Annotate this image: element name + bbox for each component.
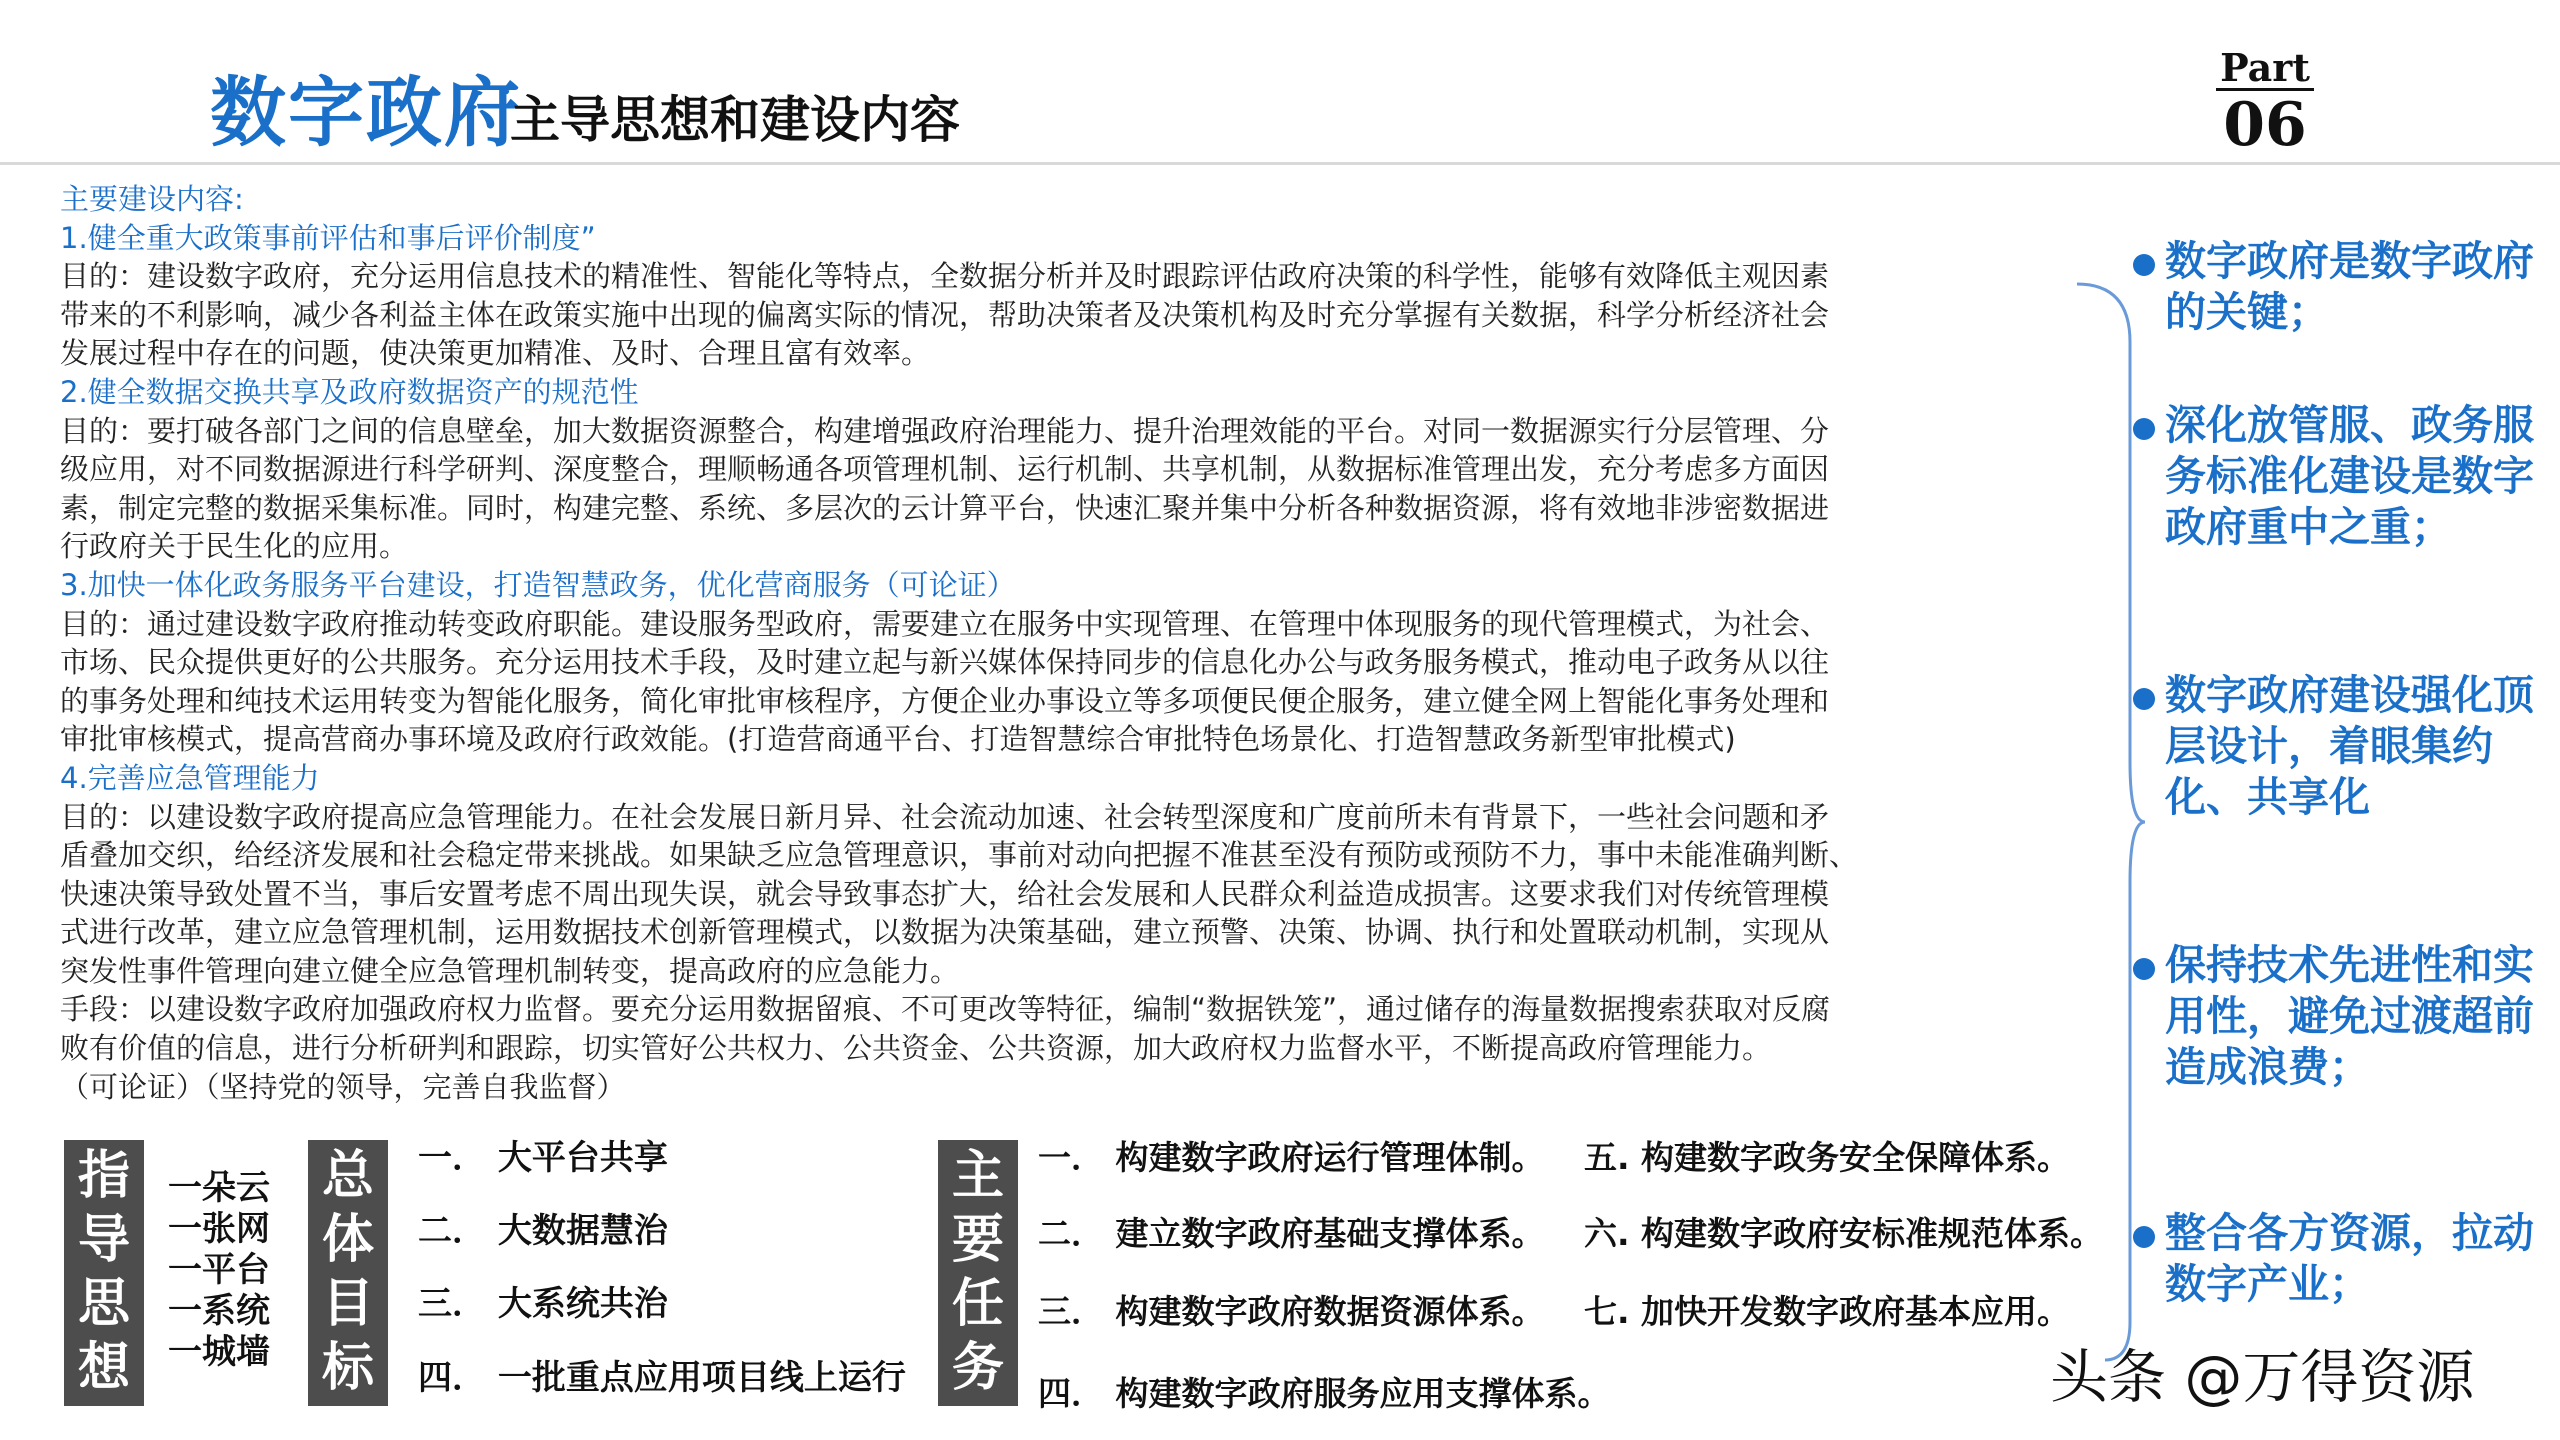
goal-label-char: 目	[321, 1274, 374, 1334]
guiding-label-char: 导	[77, 1210, 130, 1270]
guiding-slogans	[168, 1168, 270, 1373]
body-line: 市场、民众提供更好的公共服务。充分运用技术手段，及时建立起与新兴媒体保持同步的信息化办公与政务服务模式，推动电子政务从以往	[60, 645, 1830, 680]
right-bracket	[2075, 282, 2145, 1362]
bullet-icon	[2133, 418, 2155, 440]
body-line: 目的：通过建设数字政府推动转变政府职能。建设服务型政府，需要建立在服务中实现管理、在管理中体现服务的现代管理模式，为社会、	[60, 606, 1830, 641]
guiding-label-char: 思	[77, 1274, 130, 1334]
goal-label-char: 总	[321, 1146, 374, 1206]
task-item: 一． 构建数字政府运行管理体制。	[1038, 1138, 1545, 1177]
section-heading-line: 3.加快一体化政务服务平台建设，打造智慧政务，优化营商服务（可论证）	[60, 567, 1016, 602]
body-line: 审批审核模式，提高营商办事环境及政府行政效能。(打造营商通平台、打造智慧综合审批特色场景化、打造智慧政务新型审批模式)	[60, 722, 1736, 757]
slogan-item: 一系统	[168, 1291, 270, 1331]
task-item: 五. 构建数字政务安全保障体系。	[1584, 1138, 2071, 1177]
body-line: 的事务处理和纯技术运用转变为智能化服务，简化审批审核程序，方便企业办事设立等多项便民便企服务，建立健全网上智能化事务处理和	[60, 683, 1830, 718]
body-line: （可论证）（坚持党的领导，完善自我监督）	[60, 1069, 626, 1104]
body-line: 级应用，对不同数据源进行科学研判、深度整合，理顺畅通各项管理机制、运行机制、共享机制，从数据标准管理出发，充分考虑多方面因	[60, 452, 1830, 487]
task-item: 四． 构建数字政府服务应用支撑体系。	[1038, 1374, 1611, 1413]
task-item: 三． 构建数字政府数据资源体系。	[1038, 1292, 1545, 1331]
body-line: 素，制定完整的数据采集标准。同时，构建完整、系统、多层次的云计算平台，快速汇聚并集中分析各种数据资源，将有效地非涉密数据进	[60, 490, 1830, 525]
body-line: 手段：以建设数字政府加强政府权力监督。要充分运用数据留痕、不可更改等特征，编制“数据铁笼”，通过储存的海量数据搜索获取对反腐	[60, 992, 1831, 1027]
bullet-icon	[2133, 254, 2155, 276]
slogan-item: 一张网	[168, 1209, 270, 1249]
guiding-label-char: 想	[77, 1338, 130, 1398]
body-line: 突发性事件管理向建立健全应急管理机制转变，提高政府的应急能力。	[60, 953, 960, 988]
section-heading-line: 主要建设内容:	[60, 182, 244, 216]
tasks-label-char: 任	[951, 1274, 1004, 1334]
task-item: 二． 建立数字政府基础支撑体系。	[1038, 1214, 1545, 1253]
body-line: 目的：以建设数字政府提高应急管理能力。在社会发展日新月异、社会流动加速、社会转型深度和广度前所未有背景下，一些社会问题和矛	[60, 799, 1830, 834]
key-point-text: 深化放管服、政务服务标准化建设是数字政府重中之重；	[2165, 401, 2534, 551]
main-tasks-label	[938, 1140, 1018, 1406]
body-line: 带来的不利影响，减少各利益主体在政策实施中出现的偏离实际的情况，帮助决策者及决策机构及时充分掌握有关数据，科学分析经济社会	[60, 297, 1830, 332]
tasks-label-char: 主	[951, 1146, 1004, 1206]
key-point	[2165, 400, 2545, 553]
header-divider	[0, 162, 2560, 165]
section-heading-line: 2.健全数据交换共享及政府数据资产的规范性	[60, 374, 639, 409]
task-item: 六. 构建数字政府安标准规范体系。	[1584, 1214, 2104, 1253]
key-point	[2165, 940, 2545, 1093]
body-line: 盾叠加交织，给经济发展和社会稳定带来挑战。如果缺乏应急管理意识，事前对动向把握不准甚至没有预防或预防不力，事中未能准确判断、	[60, 838, 1859, 873]
bullet-icon	[2133, 1226, 2155, 1248]
body-line: 目的：建设数字政府，充分运用信息技术的精准性、智能化等特点，全数据分析并及时跟踪评估政府决策的科学性，能够有效降低主观因素	[60, 259, 1830, 294]
part-number: 06	[2223, 90, 2307, 160]
key-point-text: 数字政府是数字政府的关键；	[2165, 237, 2534, 336]
section-heading-line: 1.健全重大政策事前评估和事后评价制度”	[60, 220, 596, 255]
guiding-thought-label	[64, 1140, 144, 1406]
body-line: 目的：要打破各部门之间的信息壁垒，加大数据资源整合，构建增强政府治理能力、提升治理效能的平台。对同一数据源实行分层管理、分	[60, 413, 1830, 448]
goal-item: 四． 一批重点应用项目线上运行	[418, 1358, 906, 1398]
key-point	[2165, 670, 2545, 823]
body-line: 发展过程中存在的问题，使决策更加精准、及时、合理且富有效率。	[60, 336, 931, 371]
part-badge	[2200, 45, 2330, 160]
goal-item: 二． 大数据慧治	[418, 1211, 668, 1251]
section-heading-line: 4.完善应急管理能力	[60, 760, 320, 795]
guiding-label-char: 指	[77, 1146, 130, 1206]
goal-item: 一． 大平台共享	[418, 1138, 668, 1178]
slogan-item: 一平台	[168, 1250, 270, 1290]
body-line: 败有价值的信息，进行分析研判和跟踪，切实管好公共权力、公共资金、公共资源，加大政府权力监督水平，不断提高政府管理能力。	[60, 1031, 1772, 1066]
page-subtitle: 主导思想和建设内容	[510, 91, 960, 149]
goal-label-char: 标	[321, 1338, 374, 1398]
tasks-label-char: 务	[951, 1338, 1004, 1398]
overall-goal-label	[308, 1140, 388, 1406]
body-text	[60, 180, 2040, 1106]
body-line: 式进行改革，建立应急管理机制，运用数据技术创新管理模式，以数据为决策基础，建立预警、决策、协调、执行和处置联动机制，实现从	[60, 915, 1830, 950]
key-point-text: 整合各方资源，拉动数字产业；	[2165, 1209, 2534, 1308]
key-point-text: 保持技术先进性和实用性，避免过渡超前造成浪费；	[2165, 941, 2534, 1091]
key-point-text: 数字政府建设强化顶层设计，着眼集约化、共享化	[2165, 671, 2534, 821]
slogan-item: 一城墙	[168, 1332, 270, 1372]
page-title: 数字政府	[210, 68, 522, 157]
goal-item: 三． 大系统共治	[418, 1284, 668, 1324]
watermark: 头条 @万得资源	[2050, 1343, 2475, 1411]
slogan-item: 一朵云	[168, 1168, 270, 1208]
bullet-icon	[2133, 688, 2155, 710]
key-point	[2165, 1208, 2545, 1310]
body-line: 快速决策导致处置不当，事后安置考虑不周出现失误，就会导致事态扩大，给社会发展和人民群众利益造成损害。这要求我们对传统管理模	[60, 876, 1830, 911]
body-line: 行政府关于民生化的应用。	[60, 529, 409, 564]
goal-label-char: 体	[321, 1210, 374, 1270]
task-item: 七. 加快开发数字政府基本应用。	[1584, 1292, 2071, 1331]
part-label: Part	[2216, 48, 2314, 91]
bullet-icon	[2133, 958, 2155, 980]
tasks-label-char: 要	[951, 1210, 1004, 1270]
key-point	[2165, 236, 2545, 338]
